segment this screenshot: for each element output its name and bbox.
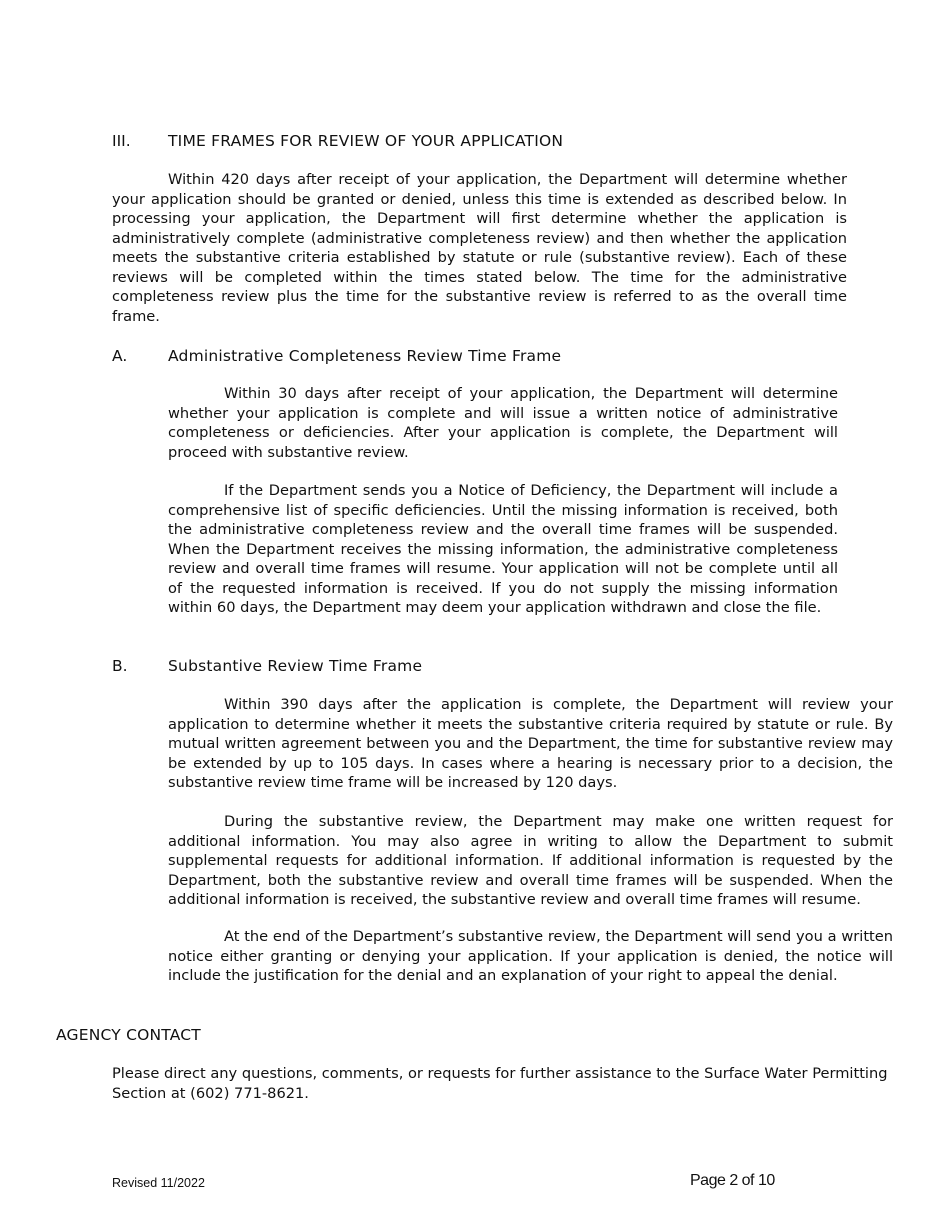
body-paragraph: Within 390 days after the application is complete, the Department will review your application to determine whether it meets the substantive criteria required by statute or rule. By mutual written agreement between you and the Department, the time for substantive review may be extended by up to 105 days. In cases where a hearing is necessary prior to a decision, the substantive review time frame will be increased by 120 days. — [168, 696, 893, 791]
page-number: Page 2 of 10 — [690, 1172, 775, 1189]
agency-contact-text: Please direct any questions, comments, or requests for further assistance to the Surface Water Permitting Section at (602) 771-8621. — [112, 1065, 888, 1102]
body-paragraph: During the substantive review, the Department may make one written request for additional information. You may also agree in writing to allow the Department to submit supplemental requests for additional information. If additional information is requested by the Department, both the substantive review and overall time frames will be suspended. When the additional information is received, the substantive review and overall time frames will resume. — [168, 813, 893, 908]
subsection-heading: Substantive Review Time Frame — [168, 657, 423, 675]
subsection-heading: Administrative Completeness Review Time Frame — [168, 347, 562, 365]
revision-date: Revised 11/2022 — [112, 1176, 205, 1190]
section-heading: TIME FRAMES FOR REVIEW OF YOUR APPLICATION — [168, 132, 564, 150]
agency-contact-heading: AGENCY CONTACT — [56, 1026, 201, 1044]
subsection-letter: B. — [112, 657, 128, 675]
body-paragraph: If the Department sends you a Notice of Deficiency, the Department will include a comprehensive list of specific deficiencies. Until the missing information is received, both the administrative completeness review and the overall time frames will be suspended. When the Department receives the missing information, the administrative completeness review and overall time frames will resume. Your application will not be complete until all of the requested information is received. If you do not supply the missing information within 60 days, the Department may deem your application withdrawn and close the file. — [168, 482, 838, 616]
section-number: III. — [112, 132, 131, 150]
body-paragraph: Within 30 days after receipt of your application, the Department will determine whether your application is complete and will issue a written notice of administrative completeness or deficiencies. After your application is complete, the Department will proceed with substantive review. — [168, 385, 838, 461]
subsection-letter: A. — [112, 347, 128, 365]
body-paragraph: At the end of the Department’s substantive review, the Department will send you a written notice either granting or denying your application. If your application is denied, the notice will include the justification for the denial and an explanation of your right to appeal the denial. — [168, 928, 893, 984]
body-paragraph: Within 420 days after receipt of your application, the Department will determine whether your application should be granted or denied, unless this time is extended as described below. In processing your application, the Department will first determine whether the application is administratively complete (administrative completeness review) and then whether the application meets the substantive criteria established by statute or rule (substantive review). Each of these reviews will be completed within the times stated below. The time for the administrative completeness review plus the time for the substantive review is referred to as the overall time frame. — [112, 171, 847, 325]
